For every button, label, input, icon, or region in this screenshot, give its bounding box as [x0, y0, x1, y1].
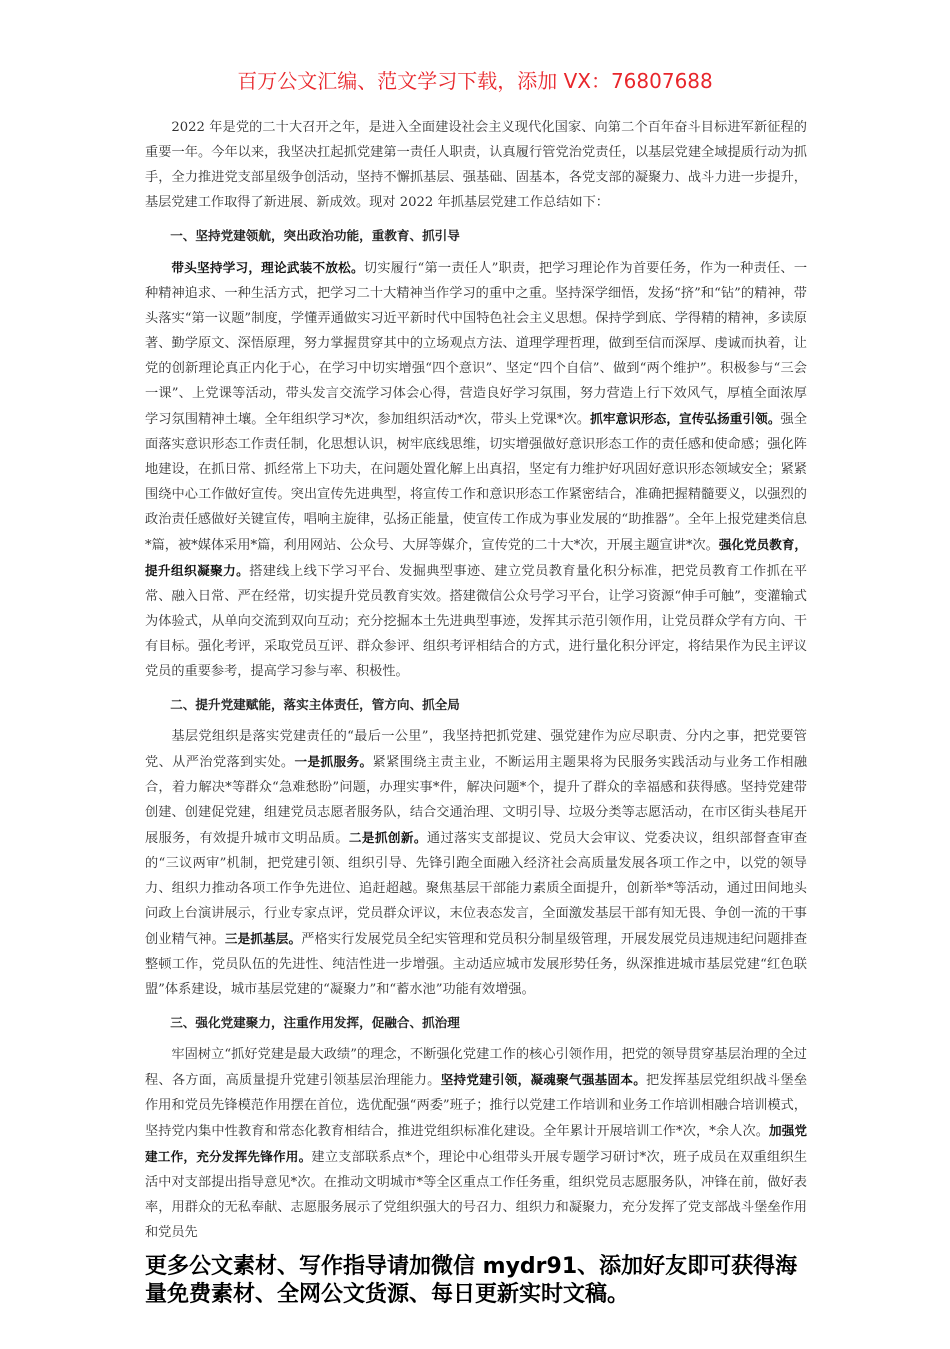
document-body [145, 115, 807, 1245]
text-run: 牢固树立“抓好党建是最大政绩”的理念，不断强化党建工作的核心引领作用，把党的领导贯穿基层治理的全过程、各方面，高质量提升党建引领基层治理能力。 [145, 1047, 807, 1088]
text-run: 2022 年是党的二十大召开之年，是进入全面建设社会主义现代化国家、向第二个百年奋斗目标进军新征程的重要一年。今年以来，我坚决扛起抓党建第一责任人职责，认真履行管党治党责任，以基层党建全域提质行动为抓手，全力推进党支部星级争创活动，坚持不懈抓基层、强基础、固基本，各党支部的凝聚力、战斗力进一步提升，基层党建工作取得了新进展、新成效。现对 2022 年抓基层党建工作总结如下： [145, 120, 807, 210]
text-run: 二、提升党建赋能，落实主体责任，管方向、抓全局 [170, 697, 460, 712]
text-run: 通过落实支部提议、党员大会审议、党委决议，组织部督查审查的“三议两审”机制，把党建引领、组织引导、先锋引跑全面融入经济社会高质量发展各项工作之中，以党的领导力、组织力推动各项工作争先进位、追赶超越。聚焦基层干部能力素质全面提升，创新举*等活动，通过田间地头问政上台演讲展示，行业专家点评，党员群众评议，末位表态发言，全面激发基层干部有知无畏、争创一流的干事创业精气神。 [145, 831, 808, 947]
paragraph [145, 724, 807, 1002]
bold-lead-in: 加强党建工作，充分发挥先锋作用。 [145, 1123, 808, 1164]
paragraph [145, 255, 807, 684]
text-run: 把发挥基层党组织战斗堡垒作用和党员先锋模范作用摆在首位，选优配强“两委”班子；推行以党建工作培训和业务工作培训相融合培训模式，坚持党内集中性教育和常态化教育相结合，推进党组织标准化建设。全年累计开展培训工作*次，*余人次。 [145, 1073, 808, 1139]
bold-lead-in: 坚持党建引领，凝魂聚气强基固本。 [440, 1072, 647, 1087]
text-run: 紧紧围绕主责主业，不断运用主题果将为民服务实践活动与业务工作相融合，着力解决*等群众“急难愁盼”问题，办理实事*件，解决问题*个，提升了群众的幸福感和获得感。坚持党建带创建、创建促党建，组建党员志愿者服务队，结合交通治理、文明引导、垃圾分类等志愿活动，在市区街头巷尾开展服务，有效提升城市文明品质。 [145, 755, 808, 846]
paragraph [145, 115, 807, 215]
text-run: 强全面落实意识形态工作责任制，化思想认识，树牢底线思维，切实增强做好意识形态工作的责任感和使命感；强化阵地建设，在抓日常、抓经常上下功夫，在问题处置化解上出真招，坚定有力维护好巩固好意识形态领域安全；紧紧围绕中心工作做好宣传。突出宣传先进典型，将宣传工作和意识形态工作紧密结合，准确把握精髓要义，以强烈的政治责任感做好关键宣传，唱响主旋律，弘扬正能量，使宣传工作成为事业发展的“助推器”。全年上报党建类信息*篇，被*媒体采用*篇，利用网站、公众号、大屏等媒介，宣传党的二十大*次，开展主题宣讲*次。 [145, 412, 808, 553]
bold-lead-in: 三是抓基层。 [224, 931, 302, 946]
paragraph [145, 1042, 807, 1245]
section-heading [145, 692, 807, 717]
text-run: 三、强化党建聚力，注重作用发挥，促融合、抓治理 [170, 1015, 460, 1030]
text-run: 建立支部联系点*个，理论中心组带头开展专题学习研讨*次，班子成员在双重组织生活中对支部提出指导意见*次。在推动文明城市*等全区重点工作任务重，组织党员志愿服务队，冲锋在前，做好表率，用群众的无私奉献、志愿服务展示了党组织强大的号召力、组织力和凝聚力，充分发挥了党支部战斗堡垒作用和党员先 [145, 1150, 808, 1240]
section-heading [145, 223, 807, 248]
bold-lead-in: 二是抓创新。 [348, 830, 427, 845]
bold-lead-in: 强化党员教育，提升组织凝聚力。 [145, 537, 808, 578]
bold-lead-in: 抓牢意识形态，宣传弘扬重引领。 [590, 411, 781, 426]
text-run: 基层党组织是落实党建责任的“最后一公里”，我坚持把抓党建、强党建作为应尽职责、分内之事，把党要管党、从严治党落到实处。 [145, 729, 807, 770]
text-run: 切实履行“第一责任人”职责，把学习理论作为首要任务，作为一种责任、一种精神追求、一种生活方式，把学习二十大精神当作学习的重中之重。坚持深学细悟，发扬“挤”和“钻”的精神，带头落实“第一议题”制度，学懂弄通做实习近平新时代中国特色社会主义思想。保持学到底、学得精的精神，多读原著、勤学原文、深悟原理，努力掌握贯穿其中的立场观点方法、道理学理哲理，做到至信而深厚、虔诚而执着，让党的创新理论真正内化于心，在学习中切实增强“四个意识”、坚定“四个自信”、做到“两个维护”。积极参与“三会一课”、上党课等活动，带头发言交流学习体会心得，营造良好学习氛围，努力营造上行下效风气，厚植全面浓厚学习氛围精神土壤。全年组织学习*次，参加组织活动*次，带头上党课*次。 [145, 261, 808, 427]
section-heading [145, 1010, 807, 1035]
bold-lead-in: 带头坚持学习，理论武装不放松。 [171, 260, 364, 275]
text-run: 一、坚持党建领航，突出政治功能，重教育、抓引导 [170, 228, 460, 243]
text-run: 严格实行发展党员全纪实管理和党员积分制星级管理，开展发展党员违规违纪问题排查整顿工作，党员队伍的先进性、纯洁性进一步增强。主动适应城市发展形势任务，纵深推进城市基层党建“红色联盟”体系建设，城市基层党建的“凝聚力”和“蓄水池”功能有效增强。 [145, 932, 808, 997]
bold-lead-in: 一是抓服务。 [294, 754, 373, 769]
promo-footer: 更多公文素材、写作指导请加微信 mydr91、添加好友即可获得海量免费素材、全网公文货源、每日更新实时文稿。 [145, 1254, 798, 1307]
text-run: 搭建线上线下学习平台、发掘典型事迹、建立党员教育量化积分标准，把党员教育工作抓在平常、融入日常、严在经常，切实提升党员教育实效。搭建微信公众号学习平台，让学习资源“伸手可触”，变灌输式为体验式，从单向交流到双向互动；充分挖掘本土先进典型事迹，发挥其示范引领作用，让党员群众学有方向、干有目标。强化考评，采取党员互评、群众参评、组织考评相结合的方式，进行量化积分评定，将结果作为民主评议党员的重要参考，提高学习参与率、积极性。 [145, 564, 808, 679]
promo-banner: 百万公文汇编、范文学习下载，添加 VX：76807688 [237, 69, 713, 93]
